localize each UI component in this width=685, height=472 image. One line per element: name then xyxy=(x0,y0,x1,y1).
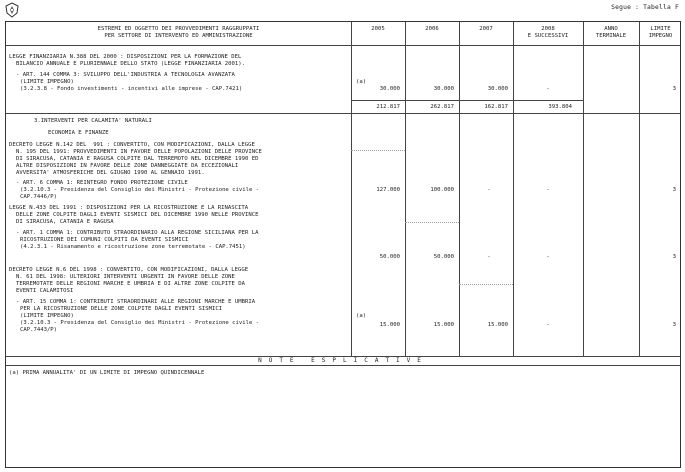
article-line: (3.2.3.8 - Fondo investimenti - incentivi alle imprese - CAP.7421) xyxy=(20,86,243,92)
article-line: CAP.7443/P) xyxy=(20,327,58,333)
value-2007: - xyxy=(487,254,491,260)
article-line: (3.2.10.3 - Presidenza del Consiglio dei Ministri - Protezione civile - xyxy=(20,320,260,326)
article-line: - ART. 6 COMMA 1: REINTEGRO FONDO PROTEZIONE CIVILE xyxy=(16,180,188,186)
article-line: - ART. 15 COMMA 1: CONTRIBUTI STRAORDINARI ALLE REGIONI MARCHE E UMBRIA xyxy=(16,299,256,305)
value-2005: 50.000 xyxy=(379,254,400,260)
column-header-limite: LIMITE xyxy=(650,26,671,32)
header-bottom-rule xyxy=(6,45,680,46)
law-heading: LEGGE N.433 DEL 1991 : DISPOSIZIONI PER LA RICOSTRUZIONE E LA RINASCITA xyxy=(9,205,249,211)
law-heading: DECRETO LEGGE N.6 DEL 1998 : CONVERTITO, CON MODIFICAZIONI, DALLA LEGGE xyxy=(9,267,249,273)
note-reference: (a) xyxy=(356,79,367,85)
column-divider xyxy=(583,22,584,356)
law-heading-cont: DI SIRACUSA, CATANIA E RAGUSA xyxy=(16,219,114,225)
law-heading: DECRETO LEGGE N.142 DEL 991 : CONVERTITO, CON MODIFICAZIONI, DALLA LEGGE xyxy=(9,142,255,148)
value-2007: 30.000 xyxy=(487,86,508,92)
total-2008: 393.804 xyxy=(548,104,572,110)
value-2008: - xyxy=(546,86,550,92)
value-2005: 127.000 xyxy=(376,187,400,193)
law-heading-cont: ALTRE DISPOSIZIONI IN FAVORE DELLE ZONE DANNEGGIATE DA ECCEZIONALI xyxy=(16,163,239,169)
notes-title-rule xyxy=(6,365,680,366)
law-heading: LEGGE FINANZIARIA N.388 DEL 2000 : DISPOSIZIONI PER LA FORMAZIONE DEL xyxy=(9,54,242,60)
total-2007: 162.817 xyxy=(484,104,508,110)
law-heading-cont: AVVERSITA' ATMOSFERICHE DEL GIUGNO 1990 AL GENNAIO 1991. xyxy=(16,170,205,176)
article-line: - ART. 144 COMMA 3: SVILUPPO DELL'INDUSTRIA A TECNOLOGIA AVANZATA xyxy=(16,72,235,78)
value-2006: 15.000 xyxy=(433,322,454,328)
total-2005: 212.817 xyxy=(376,104,400,110)
section-title: 3.INTERVENTI PER CALAMITA' NATURALI xyxy=(34,118,152,124)
guide-line xyxy=(351,150,405,151)
value-2005: 15.000 xyxy=(379,322,400,328)
column-header-2005: 2005 xyxy=(371,26,385,32)
notes-title: NOTE ESPLICATIVE xyxy=(258,357,428,364)
guide-line xyxy=(459,284,513,285)
value-2007: 15.000 xyxy=(487,322,508,328)
column-divider xyxy=(513,22,514,356)
article-line: - ART. 1 COMMA 1: CONTRIBUTO STRAORDINARIO ALLA REGIONE SICILIANA PER LA xyxy=(16,230,259,236)
value-limite: 3 xyxy=(672,187,676,193)
column-header-2006: 2006 xyxy=(425,26,439,32)
value-limite: 3 xyxy=(672,86,676,92)
column-header-2008: 2008 xyxy=(541,26,555,32)
column-header-anno-sub: TERMINALE xyxy=(595,33,627,39)
article-line: (3.2.10.3 - Presidenza del Consiglio dei Ministri - Protezione civile - xyxy=(20,187,260,193)
law-heading-cont: N. 195 DEL 1991: PROVVEDIMENTI IN FAVORE DELLE POPOLAZIONI DELLE PROVINCE xyxy=(16,149,262,155)
article-line: (LIMITE IMPEGNO) xyxy=(20,79,74,85)
law-heading-cont: TERREMOTATE DELLE REGIONI MARCHE E UMBRIA E DI ALTRE ZONE COLPITE DA xyxy=(16,281,246,287)
value-2008: - xyxy=(546,187,550,193)
totals-top-rule xyxy=(351,100,583,101)
article-line: RICOSTRUZIONE DEI COMUNI COLPITI DA EVENTI SISMICI xyxy=(20,237,189,243)
guide-line xyxy=(405,222,459,223)
value-2006: 30.000 xyxy=(433,86,454,92)
column-divider xyxy=(351,22,352,356)
law-heading-cont: EVENTI CALAMITOSI xyxy=(16,288,74,294)
value-2005: 30.000 xyxy=(379,86,400,92)
value-2007: - xyxy=(487,187,491,193)
law-heading-cont: BILANCIO ANNUALE E PLURIENNALE DELLO STATO (LEGGE FINANZIARIA 2001). xyxy=(16,61,246,67)
value-limite: 3 xyxy=(672,322,676,328)
column-title-line2: PER SETTORE DI INTERVENTO ED AMMINISTRAZIONE xyxy=(104,33,253,39)
column-title-line1: ESTREMI ED OGGETTO DEI PROVVEDIMENTI RAGGRUPPATI xyxy=(97,26,260,32)
totals-bottom-rule xyxy=(6,113,680,114)
article-line: (LIMITE IMPEGNO) xyxy=(20,313,74,319)
column-header-anno: ANNO xyxy=(604,26,618,32)
column-header-2008-sub: E SUCCESSIVI xyxy=(527,33,569,39)
budget-table xyxy=(5,21,681,468)
article-line: PER LA RICOSTRUZIONE DELLE ZONE COLPITE DAGLI EVENTI SISMICI xyxy=(20,306,223,312)
column-divider xyxy=(405,22,406,356)
value-2006: 100.000 xyxy=(430,187,454,193)
law-heading-cont: DI SIRACUSA, CATANIA E RAGUSA COLPITE DAL TERREMOTO NEL DICEMBRE 1990 ED xyxy=(16,156,259,162)
value-2008: - xyxy=(546,254,550,260)
note-reference: (a) xyxy=(356,313,367,319)
column-divider xyxy=(459,22,460,356)
law-heading-cont: N. 61 DEL 1998: ULTERIORI INTERVENTI URGENTI IN FAVORE DELLE ZONE xyxy=(16,274,235,280)
article-line: (4.2.3.1 - Risanamento e ricostruzione zone terremotate - CAP.7451) xyxy=(20,244,246,250)
law-heading-cont: DELLE ZONE COLPITE DAGLI EVENTI SISMICI DEL DICEMBRE 1990 NELLE PROVINCE xyxy=(16,212,259,218)
section-subtitle: ECONOMIA E FINANZE xyxy=(48,130,109,136)
article-line: CAP.7446/P) xyxy=(20,194,58,200)
total-2006: 262.817 xyxy=(430,104,454,110)
note-a: (a) PRIMA ANNUALITA' DI UN LIMITE DI IMPEGNO QUINDICENNALE xyxy=(9,370,205,376)
value-2008: - xyxy=(546,322,550,328)
value-limite: 3 xyxy=(672,254,676,260)
column-header-2007: 2007 xyxy=(479,26,493,32)
value-2006: 50.000 xyxy=(433,254,454,260)
table-continuation-label: Segue : Tabella F xyxy=(611,4,679,11)
column-header-limite-sub: IMPEGNO xyxy=(648,33,673,39)
republic-emblem-icon xyxy=(4,2,20,18)
